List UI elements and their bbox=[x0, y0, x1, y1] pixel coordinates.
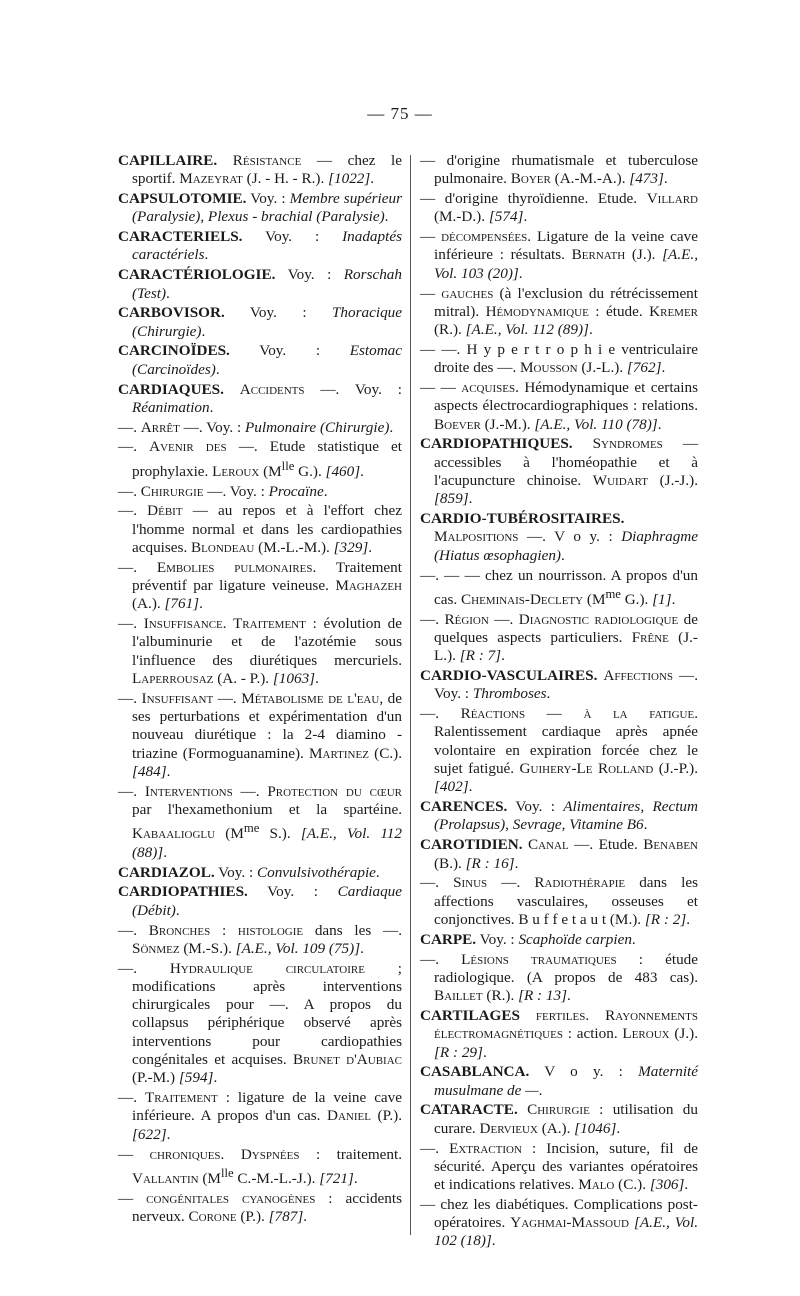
index-entry: — d'origine thyroïdienne. Etude. Villard (M.-D.). [574]. bbox=[420, 190, 698, 226]
index-entry: — d'origine rhumatismale et tuberculose pulmonaire. Boyer (A.-M.-A.). [473]. bbox=[420, 152, 698, 188]
index-entry: —. Insuffisant —. Métabolisme de l'eau, de ses perturbations et expérimentation d'un nouveau diurétique : la 2-4 diamino - triazine (Formoguanamine). Martinez (C.). [484]. bbox=[118, 689, 402, 781]
index-entry: CAPILLAIRE. Résistance — chez le sportif. Mazeyrat (J. - H. - R.). [1022]. bbox=[118, 152, 403, 188]
index-entry: CARDIO-VASCULAIRES. Affections —. Voy. : Thromboses. bbox=[420, 667, 699, 703]
right-column bbox=[420, 152, 698, 1252]
index-entry: — chez les diabétiques. Complications post-opératoires. Yaghmai-Massoud [A.E., Vol. 102 (18)]. bbox=[420, 1195, 698, 1250]
index-entry: CARDIOPATHIES. Voy. : Cardiaque (Débit). bbox=[118, 883, 402, 919]
index-entry: CARDIAZOL. Voy. : Convulsivothérapie. bbox=[118, 863, 380, 881]
index-entry: CARTILAGES fertiles. Rayonnements électromagnétiques : action. Leroux (J.). [R : 29]. bbox=[420, 1006, 698, 1061]
index-entry: CARDIOPATHIQUES. Syndromes — accessibles à l'homéopathie et à l'acupuncture chinoise. Wuidart (J.-J.). [859]. bbox=[420, 435, 698, 508]
index-entry: —. — — chez un nourrisson. A propos d'un cas. Cheminais-Declety ($M^{me}$ G.). [1]. bbox=[420, 566, 698, 608]
index-entry: —. Insuffisance. Traitement : évolution de l'albuminurie et de l'azotémie sous l'influence des diurétiques mercuriels. Laperrousaz (A. - P.). [1063]. bbox=[118, 615, 402, 688]
index-entry: —. Embolies pulmonaires. Traitement préventif par ligature veineuse. Maghazeh (A.). [761]. bbox=[118, 558, 402, 613]
index-entry: CARENCES. Voy. : Alimentaires, Rectum (Prolapsus), Sevrage, Vitamine B6. bbox=[420, 798, 698, 834]
index-entry: CAPSULOTOMIE. Voy. : Membre supérieur (Paralysie), Plexus - brachial (Paralysie). bbox=[118, 190, 403, 226]
index-entry: — gauches (à l'exclusion du rétrécissement mitral). Hémodynamique : étude. Kremer (R.). [A.E., Vol. 112 (89)]. bbox=[420, 284, 699, 339]
index-entry: — —. H y p e r t r o p h i e ventriculaire droite des —. Mousson (J.-L.). [762]. bbox=[420, 340, 698, 377]
index-entry: —. Sinus —. Radiothérapie dans les affections vasculaires, osseuses et conjonctives. B u f f e t a u t (M.). [R : 2]. bbox=[420, 874, 698, 928]
index-entry: — congénitales cyanogènes : accidents nerveux. Corone (P.). [787]. bbox=[118, 1189, 403, 1226]
index-entry: CARACTERIELS. Voy. : Inadaptés caractériels. bbox=[118, 228, 402, 264]
index-entry: —. Bronches : histologie dans les —. Sönmez (M.-S.). [A.E., Vol. 109 (75)]. bbox=[118, 921, 403, 957]
index-entry: — chroniques. Dyspnées : traitement. Vallantin ($M^{lle}$ C.-M.-L.-J.). [721]. bbox=[118, 1145, 402, 1187]
index-entry: —. Arrêt —. Voy. : Pulmonaire (Chirurgie). bbox=[118, 418, 394, 436]
index-entry: —. Réactions — à la fatigue. Ralentissement cardiaque après apnée volontaire en expiration forcée chez le sujet fatigué. Guihery-Le Rolland (J.-P.). [402]. bbox=[420, 705, 699, 796]
index-entry: —. Région —. Diagnostic radiologique de quelques aspects particuliers. Frêne (J.-L.). [R : 7]. bbox=[420, 610, 699, 665]
index-entry: CARCINOÏDES. Voy. : Estomac (Carcinoïdes). bbox=[118, 342, 402, 378]
index-entry: CARDIAQUES. Accidents —. Voy. : Réanimation. bbox=[118, 380, 403, 416]
index-entry: — — acquises. Hémodynamique et certains aspects électrocardiographiques : relations. Boever (J.-M.). [A.E., Vol. 110 (78)]. bbox=[420, 379, 698, 433]
index-entry: —. Hydraulique circulatoire ; modifications après interventions chirurgicales pour —. A propos du collapsus périphérique observé après interventions pour cardiopathies congénitales et acquises. Brunet d'Aubiac (P.-M.) [594]. bbox=[118, 959, 402, 1087]
index-entry: CATARACTE. Chirurgie : utilisation du curare. Dervieux (A.). [1046]. bbox=[420, 1101, 698, 1137]
index-entry: CASABLANCA. V o y. : Maternité musulmane de —. bbox=[420, 1063, 698, 1099]
left-column bbox=[118, 152, 402, 1228]
index-entry: CARPE. Voy. : Scaphoïde carpien. bbox=[420, 930, 636, 948]
index-entry: CARDIO-TUBÉROSITAIRES. Malpositions —. V o y. : Diaphragme (Hiatus œsophagien). bbox=[420, 510, 698, 564]
index-entry: —. Extraction : Incision, suture, fil de sécurité. Aperçu des variantes opératoires et indications relatives. Malo (C.). [306]. bbox=[420, 1139, 698, 1194]
index-entry: —. Chirurgie —. Voy. : Procaïne. bbox=[118, 482, 328, 500]
column-divider bbox=[410, 155, 411, 1235]
index-entry: —. Débit — au repos et à l'effort chez l'homme normal et dans les cardiopathies acquises. Blondeau (M.-L.-M.). [329]. bbox=[118, 502, 402, 556]
index-entry: —. Lésions traumatiques : étude radiologique. (A propos de 483 cas). Baillet (R.). [R : 13]. bbox=[420, 950, 698, 1005]
page-number: — 75 — bbox=[367, 104, 433, 123]
index-entry: CARBOVISOR. Voy. : Thoracique (Chirurgie). bbox=[118, 304, 402, 340]
index-entry: —. Traitement : ligature de la veine cave inférieure. A propos d'un cas. Daniel (P.). [622]. bbox=[118, 1089, 403, 1143]
index-entry: CARACTÉRIOLOGIE. Voy. : Rorschah (Test). bbox=[118, 266, 402, 302]
index-entry: CAROTIDIEN. Canal —. Etude. Benaben (B.). [R : 16]. bbox=[420, 836, 698, 872]
index-entry: — décompensées. Ligature de la veine cave inférieure : résultats. Bernath (J.). [A.E., Vol. 103 (20)]. bbox=[420, 228, 699, 282]
index-entry: —. Interventions —. Protection du cœur par l'hexamethonium et la spartéine. Kabaalioglu ($M^{me}$ S.). [A.E., Vol. 112 (88)]. bbox=[118, 782, 403, 861]
index-entry: —. Avenir des —. Etude statistique et prophylaxie. Leroux ($M^{lle}$ G.). [460]. bbox=[118, 438, 403, 480]
